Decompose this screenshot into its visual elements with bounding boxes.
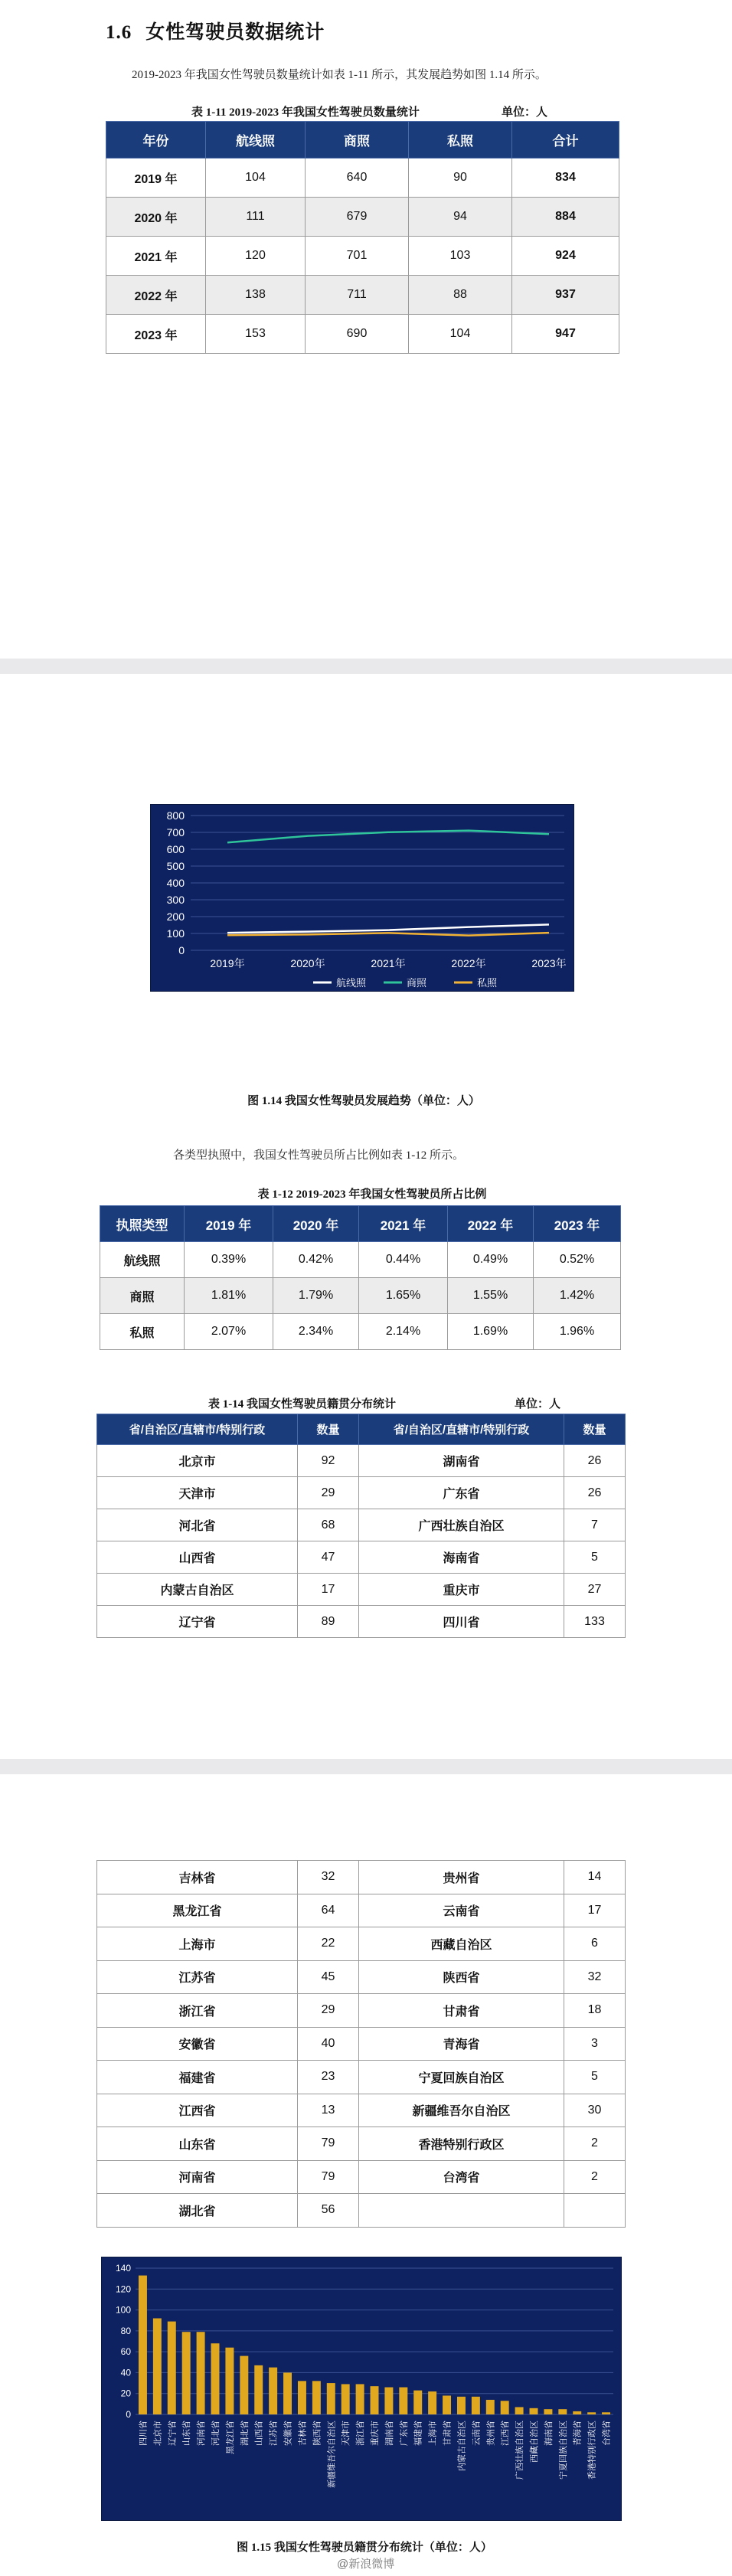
x-tick-label: 新疆维吾尔自治区	[326, 2421, 337, 2488]
y-tick-label: 100	[166, 927, 185, 940]
table-cell: 22	[298, 1927, 359, 1961]
table-cell: 2020 年	[106, 198, 206, 237]
bar	[298, 2381, 306, 2414]
table-11-unit: 单位：人	[502, 106, 548, 119]
intro-paragraph: 2019-2023 年我国女性驾驶员数量统计如表 1-11 所示，其发展趋势如图 1.14 所示。	[132, 69, 547, 81]
x-tick-label: 湖北省	[239, 2421, 250, 2446]
table-cell: 2021 年	[106, 237, 206, 276]
table-12	[100, 1205, 621, 1350]
table-row	[97, 1894, 626, 1927]
x-tick-label: 江西省	[500, 2421, 511, 2446]
y-tick-label: 500	[166, 860, 185, 872]
table-row	[97, 1574, 626, 1606]
bar	[327, 2383, 335, 2414]
table-cell: 104	[409, 315, 512, 354]
bar	[443, 2395, 451, 2414]
table-cell: 2022 年	[106, 276, 206, 315]
table-cell: 3	[564, 2027, 626, 2061]
table-cell: 0.42%	[273, 1242, 359, 1278]
table-cell: 1.79%	[273, 1278, 359, 1314]
table-11-header: 合计	[512, 122, 619, 159]
y-tick-label: 60	[120, 2346, 131, 2358]
x-tick-label: 天津市	[341, 2421, 351, 2446]
table-row	[106, 276, 619, 315]
table-12-header: 执照类型	[100, 1206, 185, 1242]
table-row	[97, 1994, 626, 2028]
table-cell: 湖南省	[359, 1445, 564, 1477]
table-cell: 0.39%	[185, 1242, 273, 1278]
table-row	[100, 1242, 621, 1278]
bar	[182, 2332, 191, 2414]
x-tick-label: 广东省	[398, 2421, 409, 2446]
table-cell: 内蒙古自治区	[97, 1574, 298, 1606]
table-cell: 安徽省	[97, 2027, 298, 2061]
page-gap	[0, 659, 732, 674]
table-cell: 679	[306, 198, 409, 237]
line-chart-svg	[151, 805, 575, 992]
table-cell: 7	[564, 1509, 626, 1541]
figure-14-caption: 图 1.14 我国女性驾驶员发展趋势（单位：人）	[247, 1095, 480, 1107]
table-cell: 宁夏回族自治区	[359, 2061, 564, 2094]
y-tick-label: 200	[166, 910, 185, 923]
table-cell: 68	[298, 1509, 359, 1541]
bar	[371, 2386, 379, 2414]
x-tick-label: 四川省	[138, 2421, 149, 2446]
x-tick-label: 贵州省	[485, 2421, 496, 2446]
table-cell: 山东省	[97, 2127, 298, 2161]
legend-label: 商照	[407, 977, 427, 989]
table-14-header-row	[97, 1414, 626, 1445]
table-cell: 贵州省	[359, 1861, 564, 1894]
table-cell: 2023 年	[106, 315, 206, 354]
x-tick-label: 重庆市	[370, 2421, 380, 2446]
x-tick-label: 江苏省	[268, 2421, 279, 2446]
table-14-continued	[96, 1860, 626, 2228]
table-row	[97, 2027, 626, 2061]
bar	[168, 2322, 176, 2414]
table-12-header: 2021 年	[359, 1206, 448, 1242]
bar	[356, 2384, 364, 2414]
table-row	[106, 315, 619, 354]
x-tick-label: 2022年	[451, 957, 486, 969]
x-tick-label: 海南省	[543, 2421, 554, 2446]
table-cell: 17	[298, 1574, 359, 1606]
page-gap	[0, 1759, 732, 1774]
table-cell: 云南省	[359, 1894, 564, 1927]
bar	[399, 2388, 407, 2414]
document-page-2	[0, 674, 732, 1759]
x-tick-label: 2023年	[531, 957, 567, 969]
table-cell: 北京市	[97, 1445, 298, 1477]
table-12-header: 2023 年	[534, 1206, 621, 1242]
bar	[486, 2400, 495, 2414]
section-title: 女性驾驶员数据统计	[145, 22, 325, 43]
table-row	[106, 159, 619, 198]
table-cell: 江苏省	[97, 1960, 298, 1994]
y-tick-label: 600	[166, 843, 185, 855]
table-cell: 湖北省	[97, 2194, 298, 2228]
table-14-caption: 表 1-14 我国女性驾驶员籍贯分布统计	[208, 1398, 396, 1411]
table-cell: 吉林省	[97, 1861, 298, 1894]
table-cell: 13	[298, 2094, 359, 2127]
x-tick-label: 北京市	[152, 2421, 163, 2446]
table-cell: 5	[564, 2061, 626, 2094]
y-tick-label: 20	[120, 2388, 131, 2399]
x-tick-label: 河北省	[211, 2421, 221, 2446]
table-cell: 上海市	[97, 1927, 298, 1961]
table-cell: 29	[298, 1994, 359, 2028]
table-cell: 重庆市	[359, 1574, 564, 1606]
x-tick-label: 吉林省	[297, 2421, 308, 2446]
x-tick-label: 浙江省	[355, 2421, 366, 2446]
bar	[544, 2409, 552, 2414]
bar	[153, 2318, 162, 2414]
bar	[283, 2372, 292, 2414]
table-cell: 111	[206, 198, 306, 237]
y-tick-label: 140	[115, 2263, 131, 2274]
figure-15-caption: 图 1.15 我国女性驾驶员籍贯分布统计（单位：人）	[237, 2542, 492, 2554]
table-row	[97, 2160, 626, 2194]
table-cell: 103	[409, 237, 512, 276]
table-11-header: 商照	[306, 122, 409, 159]
y-tick-label: 80	[120, 2325, 131, 2336]
table-12-header: 2020 年	[273, 1206, 359, 1242]
x-tick-label: 2019年	[210, 957, 245, 969]
table-cell: 79	[298, 2160, 359, 2194]
table-cell: 浙江省	[97, 1994, 298, 2028]
table-cell: 1.42%	[534, 1278, 621, 1314]
x-tick-label: 上海市	[427, 2421, 438, 2446]
x-tick-label: 宁夏回族自治区	[557, 2421, 568, 2480]
table-row	[97, 1541, 626, 1574]
bar	[501, 2401, 509, 2414]
table-cell: 884	[512, 198, 619, 237]
table-row	[97, 1445, 626, 1477]
bar	[384, 2388, 393, 2414]
table-cell: 924	[512, 237, 619, 276]
table-row	[97, 1509, 626, 1541]
table-row	[97, 1606, 626, 1638]
table-cell: 56	[298, 2194, 359, 2228]
legend-label: 私照	[477, 977, 498, 989]
table-cell: 32	[298, 1861, 359, 1894]
y-tick-label: 800	[166, 809, 185, 822]
table-cell: 88	[409, 276, 512, 315]
table-cell: 14	[564, 1861, 626, 1894]
table-cell: 海南省	[359, 1541, 564, 1574]
table-cell: 1.69%	[448, 1314, 534, 1350]
table-cell: 甘肃省	[359, 1994, 564, 2028]
table-cell: 6	[564, 1927, 626, 1961]
table-cell: 120	[206, 237, 306, 276]
x-tick-label: 湖南省	[384, 2421, 394, 2446]
x-tick-label: 2020年	[290, 957, 325, 969]
table-14-unit: 单位：人	[515, 1398, 561, 1411]
table-14	[96, 1414, 626, 1638]
y-tick-label: 100	[115, 2304, 131, 2316]
table-cell: 1.96%	[534, 1314, 621, 1350]
bar	[312, 2381, 321, 2414]
x-tick-label: 西藏自治区	[529, 2421, 539, 2463]
y-tick-label: 700	[166, 826, 185, 839]
table-cell: 1.65%	[359, 1278, 448, 1314]
y-tick-label: 40	[120, 2367, 131, 2378]
table-cell: 17	[564, 1894, 626, 1927]
table-14-header: 省/自治区/直辖市/特别行政	[97, 1414, 298, 1445]
table-12-header: 2022 年	[448, 1206, 534, 1242]
table-cell: 947	[512, 315, 619, 354]
table-cell: 天津市	[97, 1477, 298, 1509]
x-tick-label: 青海省	[572, 2421, 583, 2446]
table-cell: 广西壮族自治区	[359, 1509, 564, 1541]
table-cell: 2.34%	[273, 1314, 359, 1350]
table-cell: 937	[512, 276, 619, 315]
bar	[515, 2407, 524, 2414]
bar	[139, 2276, 147, 2414]
x-tick-label: 山东省	[181, 2421, 192, 2446]
bar	[530, 2408, 538, 2414]
table-11-header-row	[106, 122, 619, 159]
table-cell: 河北省	[97, 1509, 298, 1541]
section-heading	[106, 17, 325, 44]
table-row	[97, 1861, 626, 1894]
table-cell: 商照	[100, 1278, 185, 1314]
y-tick-label: 400	[166, 877, 185, 889]
y-tick-label: 0	[178, 944, 185, 956]
table-cell: 江西省	[97, 2094, 298, 2127]
table-cell: 四川省	[359, 1606, 564, 1638]
table-cell: 711	[306, 276, 409, 315]
table-cell: 138	[206, 276, 306, 315]
table-cell: 27	[564, 1574, 626, 1606]
y-tick-label: 120	[115, 2283, 131, 2295]
bar	[254, 2365, 263, 2414]
bar	[573, 2411, 581, 2414]
x-tick-label: 安徽省	[283, 2421, 293, 2446]
x-tick-label: 福建省	[413, 2421, 423, 2446]
table-row	[97, 1477, 626, 1509]
table-cell: 0.52%	[534, 1242, 621, 1278]
bar	[428, 2391, 436, 2414]
table-cell: 45	[298, 1960, 359, 1994]
document-page-3	[0, 1774, 732, 2576]
bar	[197, 2332, 205, 2414]
document-page-1	[0, 0, 732, 659]
table-cell: 辽宁省	[97, 1606, 298, 1638]
bar	[587, 2412, 596, 2414]
table-row	[97, 2194, 626, 2228]
x-tick-label: 香港特别行政区	[587, 2421, 597, 2480]
figure-15-chart	[101, 2257, 622, 2521]
x-tick-label: 辽宁省	[167, 2421, 178, 2446]
table-row	[97, 1960, 626, 1994]
table-cell: 西藏自治区	[359, 1927, 564, 1961]
table-14-header: 省/自治区/直辖市/特别行政	[359, 1414, 564, 1445]
table-11-header: 私照	[409, 122, 512, 159]
table-cell: 广东省	[359, 1477, 564, 1509]
table-cell: 90	[409, 159, 512, 198]
table-cell: 2019 年	[106, 159, 206, 198]
table-row	[106, 237, 619, 276]
x-tick-label: 山西省	[253, 2421, 264, 2446]
table-cell: 香港特别行政区	[359, 2127, 564, 2161]
x-tick-label: 陕西省	[312, 2421, 322, 2446]
x-tick-label: 云南省	[471, 2421, 482, 2446]
bar	[269, 2368, 277, 2414]
x-tick-label: 内蒙古自治区	[456, 2421, 467, 2471]
x-tick-label: 黑龙江省	[224, 2421, 235, 2454]
table-cell: 104	[206, 159, 306, 198]
bar	[413, 2391, 422, 2414]
table-12-header-row	[100, 1206, 621, 1242]
table-cell: 133	[564, 1606, 626, 1638]
table-11-header: 航线照	[206, 122, 306, 159]
y-tick-label: 300	[166, 894, 185, 906]
table-cell: 26	[564, 1445, 626, 1477]
x-tick-label: 2021年	[371, 957, 406, 969]
x-tick-label: 甘肃省	[442, 2421, 453, 2446]
bar	[457, 2397, 466, 2414]
table-row	[97, 1927, 626, 1961]
weibo-watermark: @新浪微博	[337, 2558, 395, 2571]
table-cell: 私照	[100, 1314, 185, 1350]
table-row	[106, 198, 619, 237]
table-cell: 92	[298, 1445, 359, 1477]
table-cell: 26	[564, 1477, 626, 1509]
table-cell: 2.07%	[185, 1314, 273, 1350]
x-tick-label: 台湾省	[601, 2421, 612, 2446]
table-cell: 153	[206, 315, 306, 354]
table-cell: 1.55%	[448, 1278, 534, 1314]
table-cell: 47	[298, 1541, 359, 1574]
table-cell: 18	[564, 1994, 626, 2028]
x-tick-label: 河南省	[196, 2421, 207, 2446]
series-line	[227, 924, 549, 933]
table-cell: 福建省	[97, 2061, 298, 2094]
table-cell: 30	[564, 2094, 626, 2127]
table-cell: 640	[306, 159, 409, 198]
table-cell	[359, 2194, 564, 2228]
table-cell: 河南省	[97, 2160, 298, 2194]
bar	[240, 2356, 248, 2414]
table-cell: 台湾省	[359, 2160, 564, 2194]
table-row	[97, 2061, 626, 2094]
table-cell: 山西省	[97, 1541, 298, 1574]
y-tick-label: 0	[126, 2409, 131, 2420]
table-cell: 0.49%	[448, 1242, 534, 1278]
x-tick-label: 广西壮族自治区	[515, 2421, 525, 2480]
bar	[341, 2384, 350, 2414]
table-cell: 32	[564, 1960, 626, 1994]
table-14-header: 数量	[564, 1414, 626, 1445]
table-11-header: 年份	[106, 122, 206, 159]
bar	[211, 2343, 220, 2414]
table-row	[100, 1278, 621, 1314]
bar	[225, 2348, 234, 2414]
table-cell: 64	[298, 1894, 359, 1927]
table-row	[97, 2127, 626, 2161]
table-cell: 29	[298, 1477, 359, 1509]
legend-label: 航线照	[336, 977, 367, 989]
table-12-header: 2019 年	[185, 1206, 273, 1242]
table-cell: 0.44%	[359, 1242, 448, 1278]
table-cell: 834	[512, 159, 619, 198]
bar	[558, 2409, 567, 2414]
table-cell: 2.14%	[359, 1314, 448, 1350]
table-cell: 94	[409, 198, 512, 237]
table-cell: 89	[298, 1606, 359, 1638]
bar-chart-svg	[102, 2257, 623, 2522]
section-number: 1.6	[106, 22, 132, 43]
table-11-caption: 表 1-11 2019-2023 年我国女性驾驶员数量统计	[191, 106, 420, 119]
table-row	[97, 2094, 626, 2127]
table-14-header: 数量	[298, 1414, 359, 1445]
table-cell: 40	[298, 2027, 359, 2061]
table-cell: 5	[564, 1541, 626, 1574]
table-cell: 2	[564, 2160, 626, 2194]
table-cell: 1.81%	[185, 1278, 273, 1314]
table-cell	[564, 2194, 626, 2228]
ratio-paragraph: 各类型执照中，我国女性驾驶员所占比例如表 1-12 所示。	[173, 1149, 464, 1162]
table-cell: 新疆维吾尔自治区	[359, 2094, 564, 2127]
table-cell: 701	[306, 237, 409, 276]
table-11	[106, 121, 619, 354]
table-cell: 79	[298, 2127, 359, 2161]
bar	[472, 2397, 480, 2414]
table-12-caption: 表 1-12 2019-2023 年我国女性驾驶员所占比例	[257, 1188, 487, 1201]
table-cell: 690	[306, 315, 409, 354]
table-cell: 青海省	[359, 2027, 564, 2061]
table-cell: 航线照	[100, 1242, 185, 1278]
table-cell: 黑龙江省	[97, 1894, 298, 1927]
table-row	[100, 1314, 621, 1350]
table-cell: 23	[298, 2061, 359, 2094]
figure-14-chart	[150, 804, 574, 992]
table-cell: 2	[564, 2127, 626, 2161]
bar	[602, 2412, 610, 2414]
table-cell: 陕西省	[359, 1960, 564, 1994]
